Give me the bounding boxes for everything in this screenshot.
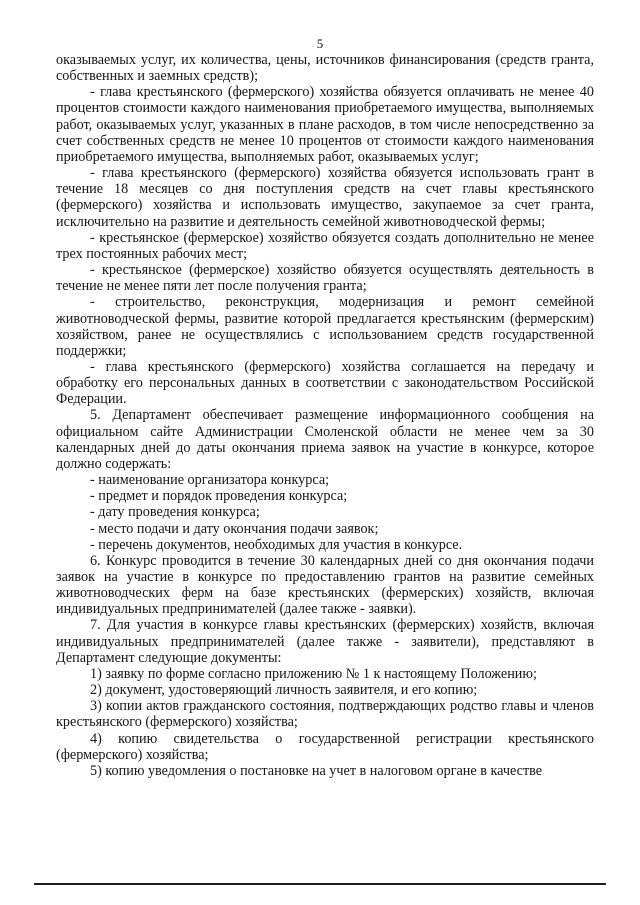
page-number: 5 [316, 36, 324, 51]
paragraph: 5. Департамент обеспечивает размещение информационного сообщения на официальном сайте Администрации Смоленской области не менее чем за 30 календарных дней до даты окончания приема заявок на участие в конкурсе, которое должно содержать: [56, 407, 594, 472]
list-item: - предмет и порядок проведения конкурса; [90, 488, 348, 505]
list-item: - место подачи и дату окончания подачи заявок; [90, 520, 379, 537]
list-item: - перечень документов, необходимых для участия в конкурсе. [90, 536, 463, 553]
paragraph: - крестьянское (фермерское) хозяйство обязуется создать дополнительно не менее трех постоянных рабочих мест; [56, 229, 594, 262]
list-item: 5) копию уведомления о постановке на учет в налоговом органе в качестве [90, 762, 543, 779]
paragraph: - глава крестьянского (фермерского) хозяйства соглашается на передачу и обработку его персональных данных в соответствии с законодательством Российской Федерации. [56, 358, 594, 408]
paragraph: - глава крестьянского (фермерского) хозяйства обязуется использовать грант в течение 18 месяцев со дня поступления средств на счет главы крестьянского (фермерского) хозяйства и использовать имущество, закупаемое за счет гранта, исключительно на развитие и деятельность семейной животноводческой фермы; [56, 165, 594, 230]
list-item: - наименование организатора конкурса; [90, 472, 330, 489]
bottom-rule [34, 883, 606, 885]
list-item: 4) копию свидетельства о государственной регистрации крестьянского (фермерского) хозяйства; [56, 730, 594, 763]
list-item: - дату проведения конкурса; [90, 504, 260, 521]
paragraph: 6. Конкурс проводится в течение 30 календарных дней со дня окончания подачи заявок на участие в конкурсе по предоставлению грантов на развитие семейных животноводческих ферм на базе крестьянских (фермерских) хозяйств, включая индивидуальных предпринимателей (далее также - заявки). [56, 552, 594, 618]
paragraph: - глава крестьянского (фермерского) хозяйства обязуется оплачивать не менее 40 процентов стоимости каждого наименования приобретаемого имущества, выполняемых работ, оказываемых услуг, указанных в плане расходов, в том числе непосредственно за счет собственных средств не менее 10 процентов от стоимости каждого наименования приобретаемого имущества, выполняемых работ, оказываемых услуг; [56, 84, 594, 165]
paragraph: - строительство, реконструкция, модернизация и ремонт семейной животноводческой фермы, развитие которой предлагается крестьянским (фермерским) хозяйством, ранее не осуществлялись с использованием средств государственной поддержки; [56, 294, 594, 359]
document-body [56, 52, 594, 779]
paragraph: 7. Для участия в конкурсе главы крестьянских (фермерских) хозяйств, включая индивидуальных предпринимателей (далее также - заявители), представляют в Департамент следующие документы: [56, 617, 594, 666]
list-item: 3) копии актов гражданского состояния, подтверждающих родство главы и членов крестьянского (фермерского) хозяйства; [56, 698, 594, 731]
paragraph: - крестьянское (фермерское) хозяйство обязуется осуществлять деятельность в течение не менее пяти лет после получения гранта; [56, 262, 594, 295]
list-item: 1) заявку по форме согласно приложению № 1 к настоящему Положению; [90, 665, 537, 682]
list-item: 2) документ, удостоверяющий личность заявителя, и его копию; [90, 682, 478, 699]
paragraph: оказываемых услуг, их количества, цены, источников финансирования (средств гранта, собственных и заемных средств); [56, 52, 594, 85]
